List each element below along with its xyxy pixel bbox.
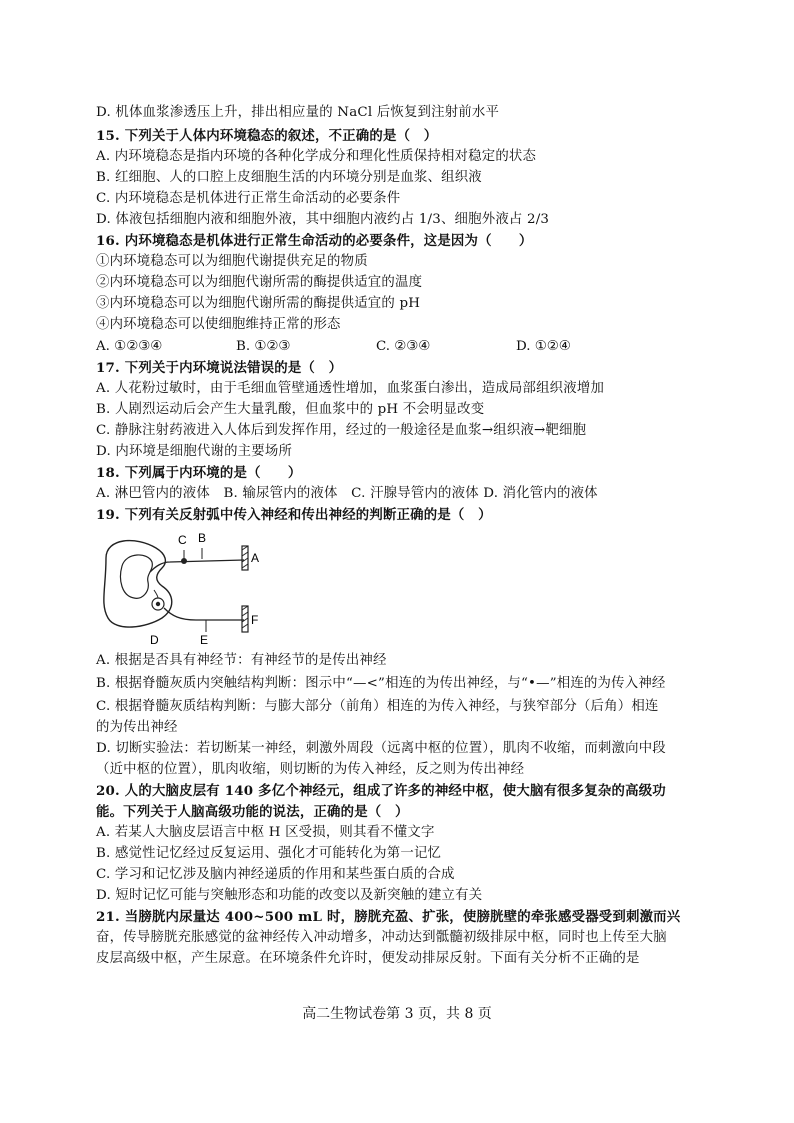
question-19: 19. 下列有关反射弧中传入神经和传出神经的判断正确的是（ ）: [96, 507, 492, 523]
question-17: 17. 下列关于内环境说法错误的是（ ）: [96, 360, 343, 376]
label-a: A: [251, 551, 260, 565]
question-19-option-c-line1: C. 根据脊髓灰质结构判断：与膨大部分（前角）相连的为传入神经，与狭窄部分（后角）相连: [96, 699, 659, 714]
label-e: E: [200, 633, 209, 647]
question-16-item-1: ①内环境稳态可以为细胞代谢提供充足的物质: [96, 254, 368, 269]
question-20-line1: 20. 人的大脑皮层有 140 多亿个神经元，组成了许多的神经中枢，使大脑有很多复杂的高级功: [96, 783, 666, 799]
question-19-option-c-line2: 的为传出神经: [96, 720, 178, 735]
question-16-options: [96, 338, 656, 356]
question-20-option-d: D. 短时记忆可能与突触形态和功能的改变以及新突触的建立有关: [96, 888, 483, 903]
question-20-line2: 能。下列关于人脑高级功能的说法，正确的是（ ）: [96, 804, 409, 820]
label-f: F: [251, 613, 259, 627]
question-15-option-b: B. 红细胞、人的口腔上皮细胞生活的内环境分别是血浆、组织液: [96, 170, 482, 185]
reflex-arc-diagram: [96, 528, 266, 648]
question-19-option-d-line1: D. 切断实验法：若切断某一神经，刺激外周段（远离中枢的位置），肌肉不收缩，而刺激向中段: [96, 741, 666, 756]
label-c: C: [178, 533, 187, 547]
question-20-option-b: B. 感觉性记忆经过反复运用、强化才可能转化为第一记忆: [96, 846, 442, 861]
question-20-option-c: C. 学习和记忆涉及脑内神经递质的作用和某些蛋白质的合成: [96, 867, 455, 882]
label-d: D: [150, 633, 159, 647]
question-21-line3: 皮层高级中枢，产生尿意。在环境条件允许时，便发动排尿反射。下面有关分析不正确的是: [96, 951, 640, 966]
question-18: 18. 下列属于内环境的是（ ）: [96, 465, 302, 481]
question-15-option-c: C. 内环境稳态是机体进行正常生命活动的必要条件: [96, 191, 401, 206]
question-16-item-3: ③内环境稳态可以为细胞代谢所需的酶提供适宜的 pH: [96, 296, 421, 311]
question-16-option-a: A. ①②③④: [96, 339, 163, 354]
question-19-option-b: B. 根据脊髓灰质内突触结构判断：图示中“—<”相连的为传出神经，与“•—”相连的为传入神经: [96, 676, 666, 691]
question-15-option-d: D. 体液包括细胞内液和细胞外液，其中细胞内液约占 1/3、细胞外液占 2/3: [96, 212, 550, 227]
spinal-cord-outline: [104, 541, 172, 627]
question-18-options: A. 淋巴管内的液体 B. 输尿管内的液体 C. 汗腺导管内的液体 D. 消化管内的液体: [96, 486, 598, 501]
question-16-option-c: C. ②③④: [376, 339, 431, 354]
question-16-item-2: ②内环境稳态可以为细胞代谢所需的酶提供适宜的温度: [96, 275, 423, 290]
question-17-option-b: B. 人剧烈运动后会产生大量乳酸，但血浆中的 pH 不会明显改变: [96, 402, 485, 417]
question-21-line1: 21. 当膀胱内尿量达 400~500 mL 时，膀胱充盈、扩张，使膀胱壁的牵张感受器受到刺激而兴: [96, 909, 681, 925]
question-16-item-4: ④内环境稳态可以使细胞维持正常的形态: [96, 317, 341, 332]
page-footer: 高二生物试卷第 3 页，共 8 页: [302, 1006, 492, 1022]
question-15-option-a: A. 内环境稳态是指内环境的各种化学成分和理化性质保持相对稳定的状态: [96, 149, 537, 164]
question-17-option-a: A. 人花粉过敏时，由于毛细血管壁通透性增加，血浆蛋白渗出，造成局部组织液增加: [96, 381, 605, 396]
question-20-option-a: A. 若某人大脑皮层语言中枢 H 区受损，则其看不懂文字: [96, 825, 435, 840]
question-19-option-d-line2: （近中枢的位置），肌肉收缩，则切断的为传入神经，反之则为传出神经: [96, 762, 525, 777]
question-17-option-c: C. 静脉注射药液进入人体后到发挥作用，经过的一般途径是血浆→组织液→靶细胞: [96, 423, 587, 438]
prev-question-option-d: D. 机体血浆渗透压上升，排出相应量的 NaCl 后恢复到注射前水平: [96, 105, 500, 120]
question-21-line2: 奋，传导膀胱充胀感觉的盆神经传入冲动增多，冲动达到骶髓初级排尿中枢，同时也上传至大脑: [96, 930, 667, 945]
label-b: B: [198, 531, 207, 545]
efferent-nerve: [164, 608, 244, 620]
question-19-option-a: A. 根据是否具有神经节：有神经节的是传出神经: [96, 653, 387, 668]
question-17-option-d: D. 内环境是细胞代谢的主要场所: [96, 444, 293, 459]
question-16: 16. 内环境稳态是机体进行正常生命活动的必要条件，这是因为（ ）: [96, 233, 533, 249]
gray-matter: [121, 555, 153, 598]
question-16-option-d: D. ①②④: [516, 339, 571, 354]
question-16-option-b: B. ①②③: [236, 339, 291, 354]
question-15: 15. 下列关于人体内环境稳态的叙述，不正确的是（ ）: [96, 128, 438, 144]
